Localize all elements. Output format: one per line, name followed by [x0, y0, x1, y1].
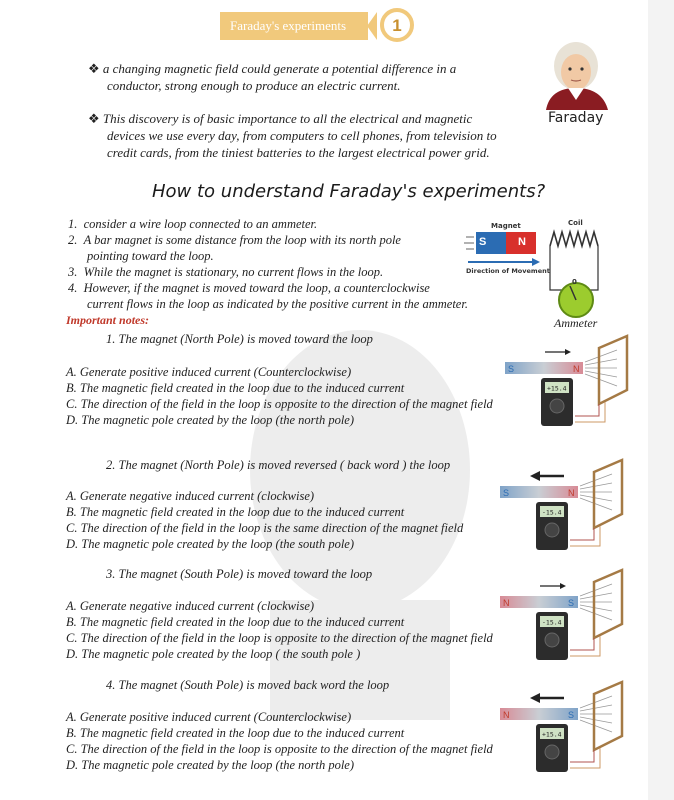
case-2-answers: A. Generate negative induced current (clockwise) B. The magnetic field created in the loop due to the induced current C. The direction of the field in the loop is the same direction of the magnet field D. The magnetic pole created by the loop (the south pole) [66, 489, 464, 551]
magnet-label: Magnet [491, 222, 521, 230]
left-pole-label: S [503, 488, 510, 498]
experiment-illustration-2 [500, 458, 628, 571]
lead-wire [570, 750, 594, 762]
left-pole-label: N [503, 710, 510, 720]
left-pole-label: S [508, 364, 515, 374]
lead-wire [570, 528, 594, 540]
step-4: 4. However, if the magnet is moved toward the loop, a counterclockwise current flows in the loop as indicated by the positive current in the ammeter. [68, 281, 468, 311]
case-4-answers: A. Generate positive induced current (Counterclockwise) B. The magnetic field created in the loop due to the induced current C. The direction of the field in the loop is opposite to the direction of the magnet field D. The magnetic pole created by the loop (the north pole) [66, 710, 493, 772]
bar-magnet [505, 362, 583, 374]
diamond-bullet-icon: ❖ [88, 111, 103, 126]
velocity-arrowhead [530, 471, 540, 481]
lead-wire [570, 636, 600, 656]
case-3-answers: A. Generate negative induced current (clockwise) B. The magnetic field created in the loop due to the induced current C. The direction of the field in the loop is opposite to the direction of the magnet field D. The magnetic pole created by the loop ( the south pole ) [66, 599, 493, 661]
case-4-heading: 4. The magnet (South Pole) is moved back word the loop [106, 678, 390, 692]
faraday-portrait [538, 36, 614, 110]
section-number-badge: 1 [380, 8, 414, 42]
magnet-s-label: S [479, 236, 487, 248]
experiment-illustration-1 [505, 334, 633, 447]
wire-loop [594, 460, 622, 528]
lead-wire [575, 402, 605, 422]
lead-wire [570, 526, 600, 546]
ammeter-label: Ammeter [554, 316, 598, 330]
bar-magnet [500, 708, 578, 720]
ammeter-reading: -15.4 [542, 618, 562, 627]
ammeter-knob [550, 399, 564, 413]
right-pole-label: N [573, 364, 580, 374]
wire-loop [599, 336, 627, 404]
magnet-n-label: N [518, 236, 526, 248]
lead-wire [570, 638, 594, 650]
coil-label: Coil [568, 219, 583, 227]
case-3-heading: 3. The magnet (South Pole) is moved toward the loop [106, 567, 373, 581]
experiment-svg [500, 680, 628, 788]
ammeter-reading: +15.4 [542, 730, 562, 739]
right-pole-label: S [568, 710, 575, 720]
step-3: 3. While the magnet is stationary, no current flows in the loop. [68, 265, 384, 279]
ammeter-reading: +15.4 [547, 384, 567, 393]
banner-notch [367, 12, 377, 40]
velocity-arrowhead [565, 349, 571, 355]
experiment-svg [505, 334, 633, 442]
section-banner: Faraday's experiments [220, 12, 368, 40]
important-notes-heading: Important notes: [66, 313, 150, 327]
lead-wire [575, 404, 599, 416]
experiment-svg [500, 458, 628, 566]
left-pole-label: N [503, 598, 510, 608]
case-1-answers: A. Generate positive induced current (Counterclockwise) B. The magnetic field created in the loop due to the induced current C. The direction of the field in the loop is opposite to the direction of the magnet field D. The magnetic pole created by the loop (the north pole) [66, 365, 493, 427]
step-1: 1. consider a wire loop connected to an ammeter. [68, 217, 318, 231]
intro-bullet-1: ❖ a changing magnetic field could generate a potential difference in a conductor, strong enough to produce an electric current. [88, 61, 457, 93]
lead-wire [570, 748, 600, 768]
case-2-heading: 2. The magnet (North Pole) is moved reversed ( back word ) the loop [106, 458, 451, 472]
experiment-illustration-4 [500, 680, 628, 793]
ammeter-zero: 0 [572, 278, 577, 286]
portrait-caption: Faraday [548, 110, 604, 126]
right-pole-label: S [568, 598, 575, 608]
ammeter-knob [545, 523, 559, 537]
section-title: How to understand Faraday's experiments? [152, 181, 546, 202]
intro-bullet-2: ❖ This discovery is of basic importance to all the electrical and magnetic devices we use every day, from computers to cell phones, from television to credit cards, from the tiniest batteries to the largest electrical power grid. [88, 111, 497, 160]
ammeter-reading: -15.4 [542, 508, 562, 517]
velocity-arrowhead [530, 693, 540, 703]
experiment-illustration-3 [500, 568, 628, 681]
diamond-bullet-icon: ❖ [88, 61, 103, 76]
case-1-heading: 1. The magnet (North Pole) is moved toward the loop [106, 332, 373, 346]
wire-loop [594, 570, 622, 638]
velocity-arrowhead [560, 583, 566, 589]
direction-label: Direction of Movement [466, 267, 550, 275]
experiment-svg [500, 568, 628, 676]
step-2: 2. A bar magnet is some distance from the loop with its north pole pointing toward the loop. [68, 233, 401, 263]
ammeter-knob [545, 633, 559, 647]
right-pole-label: N [568, 488, 575, 498]
bar-magnet [500, 486, 578, 498]
wire-loop [594, 682, 622, 750]
bar-magnet [500, 596, 578, 608]
ammeter-knob [545, 745, 559, 759]
